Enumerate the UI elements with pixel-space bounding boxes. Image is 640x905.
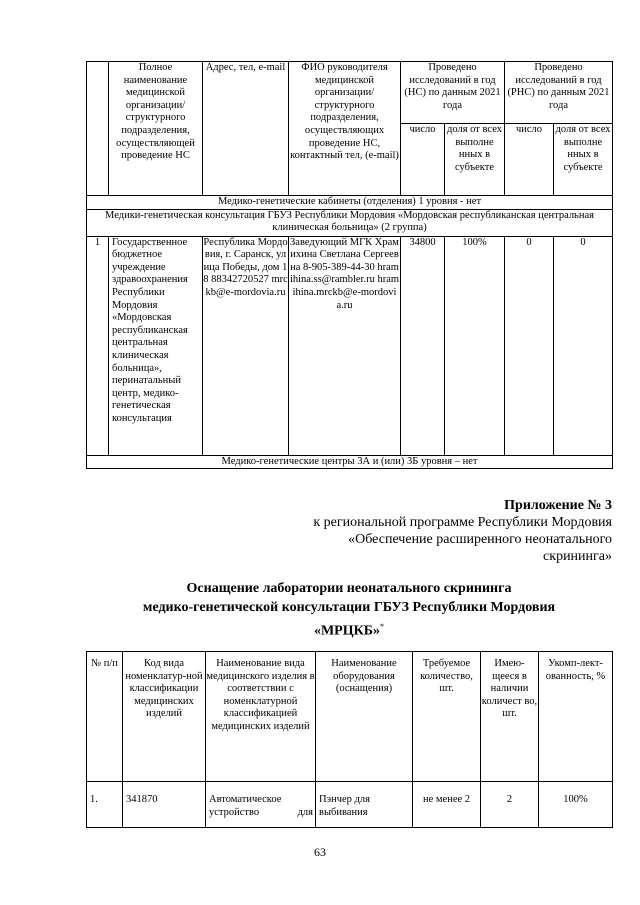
- heading-line2: медико-генетической консультации ГБУЗ Республики Мордовия: [142, 600, 556, 615]
- appendix-line1: к региональной программе Республики Мордовия: [313, 515, 612, 530]
- header-ns-share: доля от всех выполне нных в субъекте: [445, 124, 505, 196]
- row-kind-word-ustroystvo: устройство: [209, 806, 260, 818]
- header-org-name: Полное наименование медицинской организации/ структурного подразделения, осуществляющей проведение НС: [109, 62, 203, 196]
- header-rns: Проведено исследований в год (РНС) по данным 2021 года: [505, 62, 613, 124]
- header-ns: Проведено исследований в год (НС) по данным 2021 года: [401, 62, 505, 124]
- row-completeness: 100%: [539, 782, 613, 828]
- header-available: Имею-щееся в наличии количест во, шт.: [481, 652, 539, 782]
- appendix-line3: скрининга»: [543, 549, 612, 564]
- row-ns-share: 100%: [445, 236, 505, 455]
- section-level1: Медико-генетические кабинеты (отделения) 1 уровня - нет: [87, 196, 613, 210]
- section-mgk: Медики-генетическая консультация ГБУЗ Республики Мордовия «Мордовская республиканская центральная клиническая больница» (2 группа): [87, 209, 613, 236]
- page-number: 63: [314, 845, 326, 859]
- row-code: 341870: [123, 782, 206, 828]
- organizations-table: [86, 61, 613, 469]
- row-head: Заведующий МГК Храмихина Светлана Сергеевна 8-905-389-44-30 hramihina.ss@rambler.ru hramihina.mrckb@e-mordovia.ru: [289, 236, 401, 455]
- row-rns-count: 0: [505, 236, 554, 455]
- row-org-name: Государственное бюджетное учреждение здравоохранения Республики Мордовия «Мордовская республиканская центральная клиническая больница», перинатальный центр, медико-генетическая консультация: [109, 236, 203, 455]
- footnote-mark: *: [380, 622, 385, 631]
- row-required: не менее 2: [413, 782, 481, 828]
- row-equipment: Пэнчер для выбивания: [316, 782, 413, 828]
- appendix-title: Приложение № 3: [504, 498, 612, 513]
- header-empty-cell: [87, 62, 109, 196]
- header-rns-share: доля от всех выполне нных в субъекте: [554, 124, 613, 196]
- row-kind-word-dlya: для: [297, 806, 313, 818]
- appendix-line2: «Обеспечение расширенного неонатального: [348, 532, 612, 547]
- row-kind-line2: [209, 807, 313, 820]
- heading-line1: Оснащение лаборатории неонатального скрининга: [186, 581, 512, 596]
- row-kind: [206, 782, 316, 828]
- header-num: № п/п: [87, 652, 123, 782]
- equipment-table: [86, 651, 613, 828]
- row-number: 1: [87, 236, 109, 455]
- heading-line3-text: «МРЦКБ»: [313, 623, 381, 639]
- section-level3: Медико-генетические центры 3А и (или) 3Б уровня – нет: [87, 455, 613, 469]
- header-ns-count: число: [401, 124, 445, 196]
- row-available: 2: [481, 782, 539, 828]
- row-ns-count: 34800: [401, 236, 445, 455]
- header-code: Код вида номенклатур-ной классификации медицинских изделий: [123, 652, 206, 782]
- row-num: 1.: [87, 782, 123, 828]
- header-head: ФИО руководителя медицинской организации/ структурного подразделения, осуществляющих проведение НС, контактный тел, (e-mail): [289, 62, 401, 196]
- row-address: Республика Мордовия, г. Саранск, улица Победы, дом 18 88342720527 mrckb@e-mordovia.ru: [203, 236, 289, 455]
- heading-line3: [86, 618, 612, 641]
- header-kind: Наименование вида медицинского изделия в соответствии с номенклатурной классификацией медицинских изделий: [206, 652, 316, 782]
- header-equipment: Наименование оборудования (оснащения): [316, 652, 413, 782]
- row-kind-line1: Автоматическое: [209, 794, 282, 805]
- header-required: Требуемое количество, шт.: [413, 652, 481, 782]
- header-rns-count: число: [505, 124, 554, 196]
- header-completeness: Укомп-лект-ованность, %: [539, 652, 613, 782]
- header-address: Адрес, тел, e-mail: [203, 62, 289, 196]
- row-rns-share: 0: [554, 236, 613, 455]
